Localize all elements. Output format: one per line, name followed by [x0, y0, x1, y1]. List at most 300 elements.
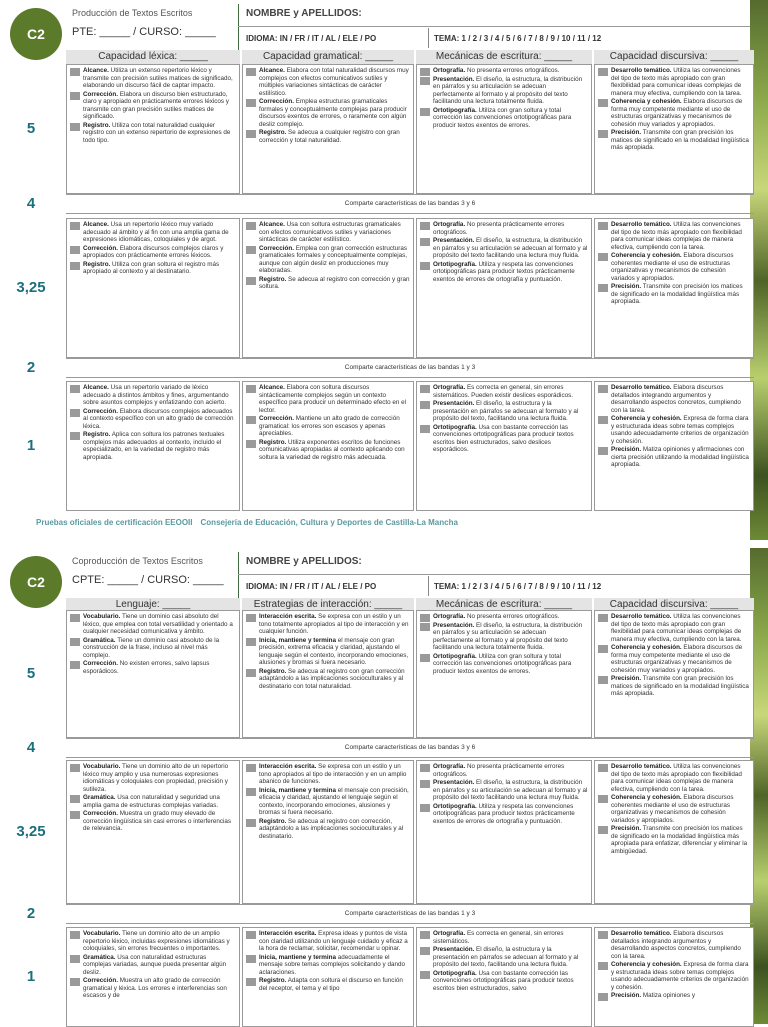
criterion-description: Utiliza las convenciones del tipo de texto más apropiado con gran flexibilidad para comunicar ideas complejas de manera muy efectiva, cumpliendo con la tarea. — [611, 613, 742, 643]
rubric-cell-b5-col3 — [594, 610, 754, 738]
checkbox-icon[interactable] — [70, 931, 80, 939]
checkbox-icon[interactable] — [598, 795, 608, 803]
rubric-cell-b1-col0 — [66, 381, 240, 511]
checkbox-icon[interactable] — [70, 661, 80, 669]
criterion-name: Presentación. — [433, 946, 475, 953]
criterion-description: Tiene un dominio casi absoluto de la construcción de la frase, incluso al nivel más complejo. — [83, 636, 220, 659]
checkbox-icon[interactable] — [70, 123, 80, 131]
criterion-description: Utiliza y respeta las convenciones ortotipográficas para producir textos prácticamente exentos de errores de ortografía y puntuación. — [433, 260, 575, 283]
shared-band-note-b4: Comparte características de las bandas 3 y 6 — [66, 738, 754, 758]
criterion-item — [598, 67, 750, 97]
column-header-1[interactable]: Estrategias de interacción: _____ — [242, 598, 414, 612]
criterion-description: Expresa de forma clara y estructurada ideas sobre temas complejos usando adecuadamente criterios de organización y cohesión. — [611, 961, 749, 991]
criterion-item — [420, 779, 588, 802]
band-label-b5: 5 — [26, 120, 36, 137]
criterion-item — [598, 961, 750, 991]
checkbox-icon[interactable] — [70, 432, 80, 440]
checkbox-icon[interactable] — [246, 978, 256, 986]
header-line — [238, 26, 750, 27]
criterion-description: Usa con naturalidad estructuras complejas variadas, aunque pueda presentar algún desliz. — [83, 953, 227, 976]
criterion-description: Muestra un grado muy elevado de corrección lingüística sin casi errores o interferencias de relevancia. — [83, 810, 232, 832]
criterion-description: Aplica con soltura los patrones textuales complejos más adecuados al contexto, incluido el especializado, en la variedad de registro más apropiada. — [83, 431, 225, 461]
criterion-item — [70, 613, 236, 636]
rubric-section-1 — [10, 548, 750, 1024]
criterion-description: Elabora discursos coherentes mediante el uso de estructuras organizativas y mecanismos de cohesión variados y apropiados. — [611, 252, 734, 282]
rubric-cell-b325-col1 — [242, 760, 414, 904]
criterion-name: Ortotipografía. — [433, 106, 477, 114]
criterion-name: Coherencia y cohesión. — [611, 415, 682, 422]
checkbox-icon[interactable] — [598, 826, 608, 834]
criterion-item — [420, 237, 588, 260]
criterion-description: Es correcta en general, sin errores sistemáticos. Pueden existir deslices esporádicos. — [433, 384, 573, 399]
criterion-item — [70, 245, 236, 260]
criterion-name: Alcance. — [83, 384, 109, 391]
criterion-item — [598, 763, 750, 793]
checkbox-icon[interactable] — [70, 614, 80, 622]
rubric-cell-b325-col0 — [66, 760, 240, 904]
criterion-description: Usa con bastante corrección las convenciones ortotipográficas para producir textos escritos bien estructurados, salvo — [433, 969, 574, 992]
criterion-item — [70, 954, 236, 977]
checkbox-icon[interactable] — [420, 931, 430, 939]
criterion-name: Desarrollo temático. — [611, 67, 672, 74]
checkbox-icon[interactable] — [598, 416, 608, 424]
criterion-description: No presenta errores ortográficos. — [465, 67, 560, 74]
criterion-description: Utiliza y respeta las convenciones ortotipográficas para producir textos prácticamente exentos de errores de ortografía y puntuación. — [433, 802, 575, 825]
checkbox-icon[interactable] — [598, 645, 608, 653]
checkbox-icon[interactable] — [70, 385, 80, 393]
criterion-item — [598, 446, 750, 469]
rubric-cell-b325-col1 — [242, 218, 414, 358]
rubric-cell-b5-col3 — [594, 64, 754, 194]
criterion-item — [598, 992, 750, 1000]
criterion-item — [70, 261, 236, 276]
rubric-cell-b1-col1 — [242, 381, 414, 511]
criterion-name: Ortografía. — [433, 930, 466, 937]
header-separator — [428, 576, 429, 596]
rubric-cell-b325-col0 — [66, 218, 240, 358]
criterion-name: Corrección. — [259, 415, 294, 422]
criterion-name: Vocabulario. — [83, 930, 121, 937]
criterion-item — [70, 408, 236, 431]
exam-title: Producción de Textos Escritos — [72, 8, 193, 18]
criterion-description: Utiliza con gran soltura y total corrección las convenciones ortotipográficas para producir textos exentos de errores. — [433, 652, 572, 675]
criterion-item — [598, 283, 750, 306]
idioma-options[interactable]: IDIOMA: IN / FR / IT / AL / ELE / PO — [246, 34, 377, 43]
criterion-description: Elabora discursos detallados integrando argumentos y desarrollando aspectos concretos, cumpliendo con la tarea. — [611, 384, 741, 414]
criterion-description: adecuadamente el mensaje sobre temas complejos solicitando y dando aclaraciones. — [259, 953, 405, 976]
criterion-description: Matiza opiniones y afirmaciones con cierta precisión utilizando la modalidad lingüística apropiada. — [611, 446, 749, 468]
criterion-name: Gramática. — [83, 953, 116, 961]
column-header-3[interactable]: Capacidad discursiva: _____ — [594, 598, 754, 612]
criterion-name: Corrección. — [83, 977, 118, 984]
criterion-name: Gramática. — [83, 636, 116, 644]
criterion-description: Elabora discursos coherentes mediante el uso de estructuras organizativas y mecanismos de cohesión variados y apropiados. — [611, 794, 734, 824]
criterion-description: Tiene un dominio alto de un amplio repertorio léxico, incluidas expresiones idiomáticas y coloquiales, sin errores frecuentes o importantes. — [83, 930, 230, 952]
criterion-item — [598, 930, 750, 960]
criterion-name: Alcance. — [259, 67, 285, 74]
band-label-b2: 2 — [26, 905, 36, 922]
column-header-0[interactable]: Capacidad léxica: _____ — [66, 50, 240, 64]
criterion-item — [70, 930, 236, 953]
exam-title: Coproducción de Textos Escritos — [72, 556, 203, 566]
checkbox-icon[interactable] — [70, 811, 80, 819]
criterion-name: Inicia, mantiene y termina — [259, 953, 336, 961]
criterion-name: Desarrollo temático. — [611, 613, 672, 620]
checkbox-icon[interactable] — [420, 77, 430, 85]
checkbox-icon[interactable] — [246, 669, 256, 677]
checkbox-icon[interactable] — [246, 222, 256, 230]
rubric-cell-b5-col0 — [66, 610, 240, 738]
checkbox-icon[interactable] — [70, 955, 80, 963]
criterion-description: Se expresa con un estilo y un tono apropiados al tipo de interacción y en un amplio abanico de funciones. — [259, 763, 407, 785]
shared-band-note-b2: Comparte características de las bandas 1 y 3 — [66, 358, 754, 378]
criterion-description: Utiliza exponentes escritos de funciones comunicativas apropiadas al contexto aplicando con soltura la variedad de registro más adecuada. — [259, 438, 405, 461]
criterion-description: No presenta errores ortográficos. — [465, 613, 560, 620]
criterion-item — [598, 613, 750, 643]
criterion-name: Corrección. — [83, 407, 118, 415]
criterion-description: El diseño, la estructura y la presentación en párrafos se adecuan al formato y al propósito del texto, facilitando una lectura fluida. — [433, 400, 579, 422]
criterion-description: Emplea estructuras gramaticales formales y conceptualmente complejas para producir discursos exentos de errores, o raramente con algún desliz complejo. — [259, 98, 407, 128]
checkbox-icon[interactable] — [420, 623, 430, 631]
criterion-item — [420, 622, 588, 652]
criterion-description: Se adecua al registro con corrección y gran soltura. — [259, 275, 410, 290]
criterion-name: Precisión. — [611, 283, 642, 290]
checkbox-icon[interactable] — [598, 764, 608, 772]
idioma-options[interactable]: IDIOMA: IN / FR / IT / AL / ELE / PO — [246, 582, 377, 591]
checkbox-icon[interactable] — [598, 284, 608, 292]
rubric-cell-b1-col3 — [594, 927, 754, 1027]
criterion-description: Expresa de forma clara y estructurada ideas sobre temas complejos usando adecuadamente criterios de organización y cohesión. — [611, 415, 749, 445]
column-header-2[interactable]: Mecánicas de escritura: _____ — [416, 598, 592, 612]
criterion-name: Corrección. — [83, 244, 118, 252]
checkbox-icon[interactable] — [598, 447, 608, 455]
criterion-name: Registro. — [259, 667, 287, 675]
criterion-item — [598, 384, 750, 414]
criterion-description: Elabora discursos de forma muy competente mediante el uso de estructuras organizativas y mecanismos de cohesión muy variados y apropiados. — [611, 98, 743, 128]
criterion-item — [598, 644, 750, 674]
criterion-name: Alcance. — [83, 67, 109, 74]
criterion-description: Utiliza las convenciones del tipo de texto más apropiado con flexibilidad para comunicar ideas complejas de manera efectiva, cumpliendo con la tarea. — [611, 763, 742, 793]
checkbox-icon[interactable] — [598, 130, 608, 138]
criterion-name: Ortotipografía. — [433, 802, 477, 810]
criterion-description: Transmite con precisión los matices de significado en la modalidad lingüística más apropiada para enfatizar, diferenciar y eliminar la ambigüedad. — [611, 825, 748, 855]
checkbox-icon[interactable] — [598, 931, 608, 939]
criterion-description: Usa con soltura estructuras gramaticales con efectos comunicativos sutiles y variaciones sintácticas de carácter estilístico. — [259, 221, 401, 243]
criterion-name: Registro. — [83, 431, 111, 438]
criterion-description: Usa un repertorio léxico muy variado adecuado al ámbito y al fin con una amplia gama de expresiones idiomáticas, coloquiales y de argot. — [83, 221, 229, 243]
name-label[interactable]: NOMBRE y APELLIDOS: — [246, 8, 362, 19]
rubric-cell-b1-col2 — [416, 381, 592, 511]
criterion-item — [70, 763, 236, 793]
criterion-name: Registro. — [83, 260, 111, 268]
checkbox-icon[interactable] — [246, 955, 256, 963]
name-label[interactable]: NOMBRE y APELLIDOS: — [246, 556, 362, 567]
criterion-name: Ortotipografía. — [433, 260, 477, 268]
criterion-description: Elabora con total naturalidad discursos muy complejos con efectos comunicativos sutiles y múltiples variaciones sintácticas de carácter estilístico. — [259, 67, 409, 97]
code-course-line[interactable]: CPTE: _____ / CURSO: _____ — [72, 574, 224, 586]
level-badge: C2 — [10, 8, 62, 60]
footer-right: Consejería de Educación, Cultura y Deportes de Castilla-La Mancha — [200, 518, 458, 527]
criterion-item — [246, 787, 410, 817]
criterion-item — [70, 794, 236, 809]
band-label-b4: 4 — [26, 739, 36, 756]
criterion-item — [246, 384, 410, 414]
checkbox-icon[interactable] — [420, 222, 430, 230]
checkbox-icon[interactable] — [70, 638, 80, 646]
rubric-cell-b325-col2 — [416, 218, 592, 358]
checkbox-icon[interactable] — [246, 416, 256, 424]
band-label-b325: 3,25 — [16, 279, 46, 296]
criterion-item — [246, 818, 410, 841]
checkbox-icon[interactable] — [420, 764, 430, 772]
page-footer — [36, 518, 458, 527]
criterion-item — [70, 221, 236, 244]
rubric-cell-b1-col1 — [242, 927, 414, 1027]
checkbox-icon[interactable] — [246, 277, 256, 285]
checkbox-icon[interactable] — [246, 68, 256, 76]
criterion-item — [420, 803, 588, 826]
criterion-description: El diseño, la estructura y la presentación en párrafos se adecuan al formato y al propósito del texto, facilitando una lectura fluida. — [433, 946, 579, 968]
checkbox-icon[interactable] — [598, 993, 608, 1001]
checkbox-icon[interactable] — [598, 253, 608, 261]
criterion-description: Emplea con gran corrección estructuras gramaticales formales y conceptualmente complejas, aunque con algún desliz en producciones muy elaboradas. — [259, 244, 408, 274]
criterion-name: Corrección. — [83, 660, 118, 667]
rubric-cell-b1-col0 — [66, 927, 240, 1027]
header-divider — [238, 4, 239, 52]
criterion-description: el mensaje con precisión, eficacia y claridad, ajustando el lenguaje según el contexto, incorporando emociones, alusiones y bromas si fuera necesario. — [259, 786, 409, 816]
criterion-description: Elabora un discurso bien estructurado, claro y apropiado en prácticamente errores léxicos y transmite con gran precisión sutiles matices de significado. — [83, 90, 229, 120]
criterion-description: Elabora discursos complejos adecuados al contexto específico con un alto grado de corrección léxica. — [83, 407, 234, 430]
checkbox-icon[interactable] — [246, 931, 256, 939]
checkbox-icon[interactable] — [420, 262, 430, 270]
checkbox-icon[interactable] — [70, 978, 80, 986]
criterion-name: Desarrollo temático. — [611, 221, 672, 228]
checkbox-icon[interactable] — [598, 222, 608, 230]
criterion-name: Corrección. — [83, 90, 118, 98]
criterion-description: Elabora discursos detallados integrando argumentos y desarrollando aspectos concretos, cumpliendo con la tarea. — [611, 930, 741, 960]
criterion-description: Se adecua al registro con gran corrección adaptándolo a las implicaciones socioculturales y al destinatario con total naturalidad. — [259, 667, 405, 690]
criterion-item — [246, 637, 410, 667]
criterion-name: Inicia, mantiene y termina — [259, 636, 336, 644]
criterion-item — [70, 91, 236, 121]
criterion-item — [246, 129, 410, 144]
criterion-name: Presentación. — [433, 779, 475, 786]
criterion-description: Utiliza con gran soltura y total corrección las convenciones ortotipográficas para producir textos exentos de errores. — [433, 106, 572, 129]
criterion-item — [420, 221, 588, 236]
criterion-item — [70, 122, 236, 145]
checkbox-icon[interactable] — [246, 385, 256, 393]
criterion-item — [246, 221, 410, 244]
checkbox-icon[interactable] — [598, 962, 608, 970]
level-badge: C2 — [10, 556, 62, 608]
criterion-name: Registro. — [259, 817, 287, 825]
checkbox-icon[interactable] — [420, 947, 430, 955]
criterion-name: Desarrollo temático. — [611, 930, 672, 937]
criterion-description: Adapta con soltura el discurso en función del receptor, el tema y el tipo — [259, 977, 403, 992]
criterion-item — [420, 67, 588, 75]
criterion-description: No presenta prácticamente errores ortográficos. — [433, 763, 565, 778]
criterion-item — [246, 67, 410, 97]
criterion-item — [598, 221, 750, 251]
criterion-item — [246, 763, 410, 786]
band-label-b5: 5 — [26, 665, 36, 682]
criterion-item — [420, 107, 588, 130]
checkbox-icon[interactable] — [420, 238, 430, 246]
checkbox-icon[interactable] — [420, 654, 430, 662]
rubric-cell-b325-col3 — [594, 218, 754, 358]
checkbox-icon[interactable] — [598, 68, 608, 76]
criterion-description: Transmite con precisión los matices de significado en la modalidad lingüística más apropiada. — [611, 283, 743, 305]
criterion-description: Elabora discursos de forma muy competente mediante el uso de estructuras organizativas y mecanismos de cohesión muy variados y apropiados. — [611, 644, 743, 674]
checkbox-icon[interactable] — [598, 676, 608, 684]
criterion-item — [246, 954, 410, 977]
criterion-name: Corrección. — [259, 98, 294, 105]
criterion-description: Utiliza con gran soltura el registro más apropiado al contexto y al destinatario. — [83, 260, 220, 275]
criterion-description: Transmite con gran precisión los matices de significado en la modalidad lingüística más apropiada. — [611, 129, 749, 151]
criterion-item — [70, 431, 236, 461]
criterion-item — [420, 384, 588, 399]
rubric-cell-b5-col2 — [416, 610, 592, 738]
criterion-name: Ortografía. — [433, 67, 466, 74]
criterion-name: Interacción escrita. — [259, 613, 317, 620]
criterion-description: Tiene un dominio casi absoluto del léxico, que emplea con total versatilidad y orientado a cualquier necesidad comunicativa y ámbito. — [83, 613, 233, 635]
column-header-3[interactable]: Capacidad discursiva: _____ — [594, 50, 754, 64]
checkbox-icon[interactable] — [420, 971, 430, 979]
criterion-description: Utiliza un extenso repertorio léxico y transmite con precisión sutiles matices de significado, elaborando un discurso fácil de captar impacto. — [83, 67, 233, 89]
checkbox-icon[interactable] — [246, 614, 256, 622]
checkbox-icon[interactable] — [246, 99, 256, 107]
checkbox-icon[interactable] — [598, 385, 608, 393]
checkbox-icon[interactable] — [420, 385, 430, 393]
checkbox-icon[interactable] — [70, 92, 80, 100]
criterion-name: Presentación. — [433, 621, 475, 629]
checkbox-icon[interactable] — [420, 401, 430, 409]
criterion-description: Es correcta en general, sin errores sistemáticos. — [433, 930, 564, 945]
checkbox-icon[interactable] — [420, 804, 430, 812]
criterion-item — [420, 261, 588, 284]
criterion-description: el mensaje con gran precisión, extrema eficacia y claridad, ajustando el lenguaje según el contexto, incorporando emociones, alusiones y bromas si fuera necesario. — [259, 636, 409, 666]
criterion-item — [246, 977, 410, 992]
criterion-item — [420, 424, 588, 454]
criterion-name: Precisión. — [611, 675, 642, 682]
criterion-name: Coherencia y cohesión. — [611, 252, 682, 259]
criterion-item — [598, 794, 750, 824]
criterion-item — [420, 763, 588, 778]
rubric-cell-b325-col2 — [416, 760, 592, 904]
checkbox-icon[interactable] — [70, 222, 80, 230]
column-header-1[interactable]: Capacidad gramatical: _____ — [242, 50, 414, 64]
shared-band-note-b2: Comparte características de las bandas 1 y 3 — [66, 904, 754, 924]
checkbox-icon[interactable] — [598, 99, 608, 107]
checkbox-icon[interactable] — [70, 795, 80, 803]
criterion-name: Precisión. — [611, 129, 642, 136]
checkbox-icon[interactable] — [246, 440, 256, 448]
criterion-description: El diseño, la estructura, la distribución en párrafos y su articulación se adecuan perfectamente al formato y al propósito del texto facilitando una lectura totalmente fluida. — [433, 621, 583, 651]
header-divider — [238, 552, 239, 600]
criterion-name: Precisión. — [611, 992, 642, 999]
criterion-name: Ortografía. — [433, 384, 466, 391]
criterion-item — [420, 970, 588, 993]
criterion-item — [246, 668, 410, 691]
criterion-name: Ortografía. — [433, 613, 466, 620]
criterion-item — [70, 67, 236, 90]
criterion-name: Vocabulario. — [83, 763, 121, 770]
criterion-name: Registro. — [83, 121, 111, 129]
criterion-description: Usa con bastante corrección las convenciones ortotipográficas para producir textos escritos bien estructurados, salvo deslices esporádicos. — [433, 423, 574, 453]
criterion-name: Alcance. — [259, 384, 285, 391]
criterion-item — [420, 653, 588, 676]
checkbox-icon[interactable] — [246, 638, 256, 646]
criterion-item — [70, 977, 236, 1000]
criterion-item — [598, 252, 750, 282]
criterion-item — [420, 76, 588, 106]
criterion-name: Interacción escrita. — [259, 930, 317, 937]
checkbox-icon[interactable] — [420, 108, 430, 116]
shared-band-note-b4: Comparte características de las bandas 3 y 6 — [66, 194, 754, 214]
criterion-name: Interacción escrita. — [259, 763, 317, 770]
band-label-b1: 1 — [26, 968, 36, 985]
criterion-description: Elabora discursos complejos claros y apropiados con prácticamente errores léxicos. — [83, 244, 224, 259]
checkbox-icon[interactable] — [70, 68, 80, 76]
footer-left: Pruebas oficiales de certificación EEOOII — [36, 518, 193, 527]
checkbox-icon[interactable] — [246, 764, 256, 772]
form-header — [62, 4, 750, 52]
checkbox-icon[interactable] — [70, 764, 80, 772]
checkbox-icon[interactable] — [246, 130, 256, 138]
checkbox-icon[interactable] — [246, 819, 256, 827]
column-header-0[interactable]: Lenguaje: _____ — [66, 598, 240, 612]
rubric-cell-b325-col3 — [594, 760, 754, 904]
criterion-description: Usa con naturalidad y seguridad una amplia gama de estructuras complejas variadas. — [83, 794, 220, 809]
tema-options[interactable]: TEMA: 1 / 2 / 3 / 4 / 5 / 6 / 7 / 8 / 9 / 10 / 11 / 12 — [434, 34, 602, 43]
header-line — [238, 574, 750, 575]
criterion-item — [246, 930, 410, 953]
criterion-name: Gramática. — [83, 794, 116, 801]
code-course-line[interactable]: PTE: _____ / CURSO: _____ — [72, 26, 216, 38]
rubric-section-0 — [10, 0, 750, 540]
criterion-item — [420, 400, 588, 423]
criterion-description: El diseño, la estructura, la distribución en párrafos y su articulación se adecuan perfectamente al formato y al propósito del texto facilitando una lectura totalmente fluida. — [433, 75, 583, 105]
criterion-item — [246, 98, 410, 128]
criterion-description: Se expresa con un estilo y un tono totalmente apropiados al tipo de interacción y en cualquier función. — [259, 613, 409, 635]
criterion-name: Ortotipografía. — [433, 969, 477, 977]
checkbox-icon[interactable] — [598, 614, 608, 622]
criterion-name: Inicia, mantiene y termina — [259, 786, 336, 794]
checkbox-icon[interactable] — [70, 409, 80, 417]
criterion-item — [598, 825, 750, 855]
tema-options[interactable]: TEMA: 1 / 2 / 3 / 4 / 5 / 6 / 7 / 8 / 9 / 10 / 11 / 12 — [434, 582, 602, 591]
checkbox-icon[interactable] — [70, 262, 80, 270]
checkbox-icon[interactable] — [420, 425, 430, 433]
column-header-2[interactable]: Mecánicas de escritura: _____ — [416, 50, 592, 64]
band-label-b4: 4 — [26, 195, 36, 212]
criterion-description: Usa un repertorio variado de léxico adecuado a distintos ámbitos y fines, argumentando sobre asuntos complejos y enfatizando con acierto. — [83, 384, 229, 406]
checkbox-icon[interactable] — [246, 788, 256, 796]
header-separator — [428, 28, 429, 48]
band-label-b325: 3,25 — [16, 823, 46, 840]
criterion-description: Muestra un alto grado de corrección gramatical y léxica. Los errores e interferencias son escasos y de — [83, 977, 227, 999]
checkbox-icon[interactable] — [70, 246, 80, 254]
criterion-name: Ortografía. — [433, 763, 466, 770]
criterion-name: Registro. — [259, 438, 287, 446]
criterion-item — [598, 675, 750, 698]
criterion-description: Transmite con gran precisión los matices de significado en la modalidad lingüística más apropiada. — [611, 675, 749, 697]
checkbox-icon[interactable] — [420, 780, 430, 788]
criterion-name: Presentación. — [433, 75, 475, 83]
rubric-cell-b1-col3 — [594, 381, 754, 511]
criterion-name: Coherencia y cohesión. — [611, 794, 682, 801]
checkbox-icon[interactable] — [246, 246, 256, 254]
